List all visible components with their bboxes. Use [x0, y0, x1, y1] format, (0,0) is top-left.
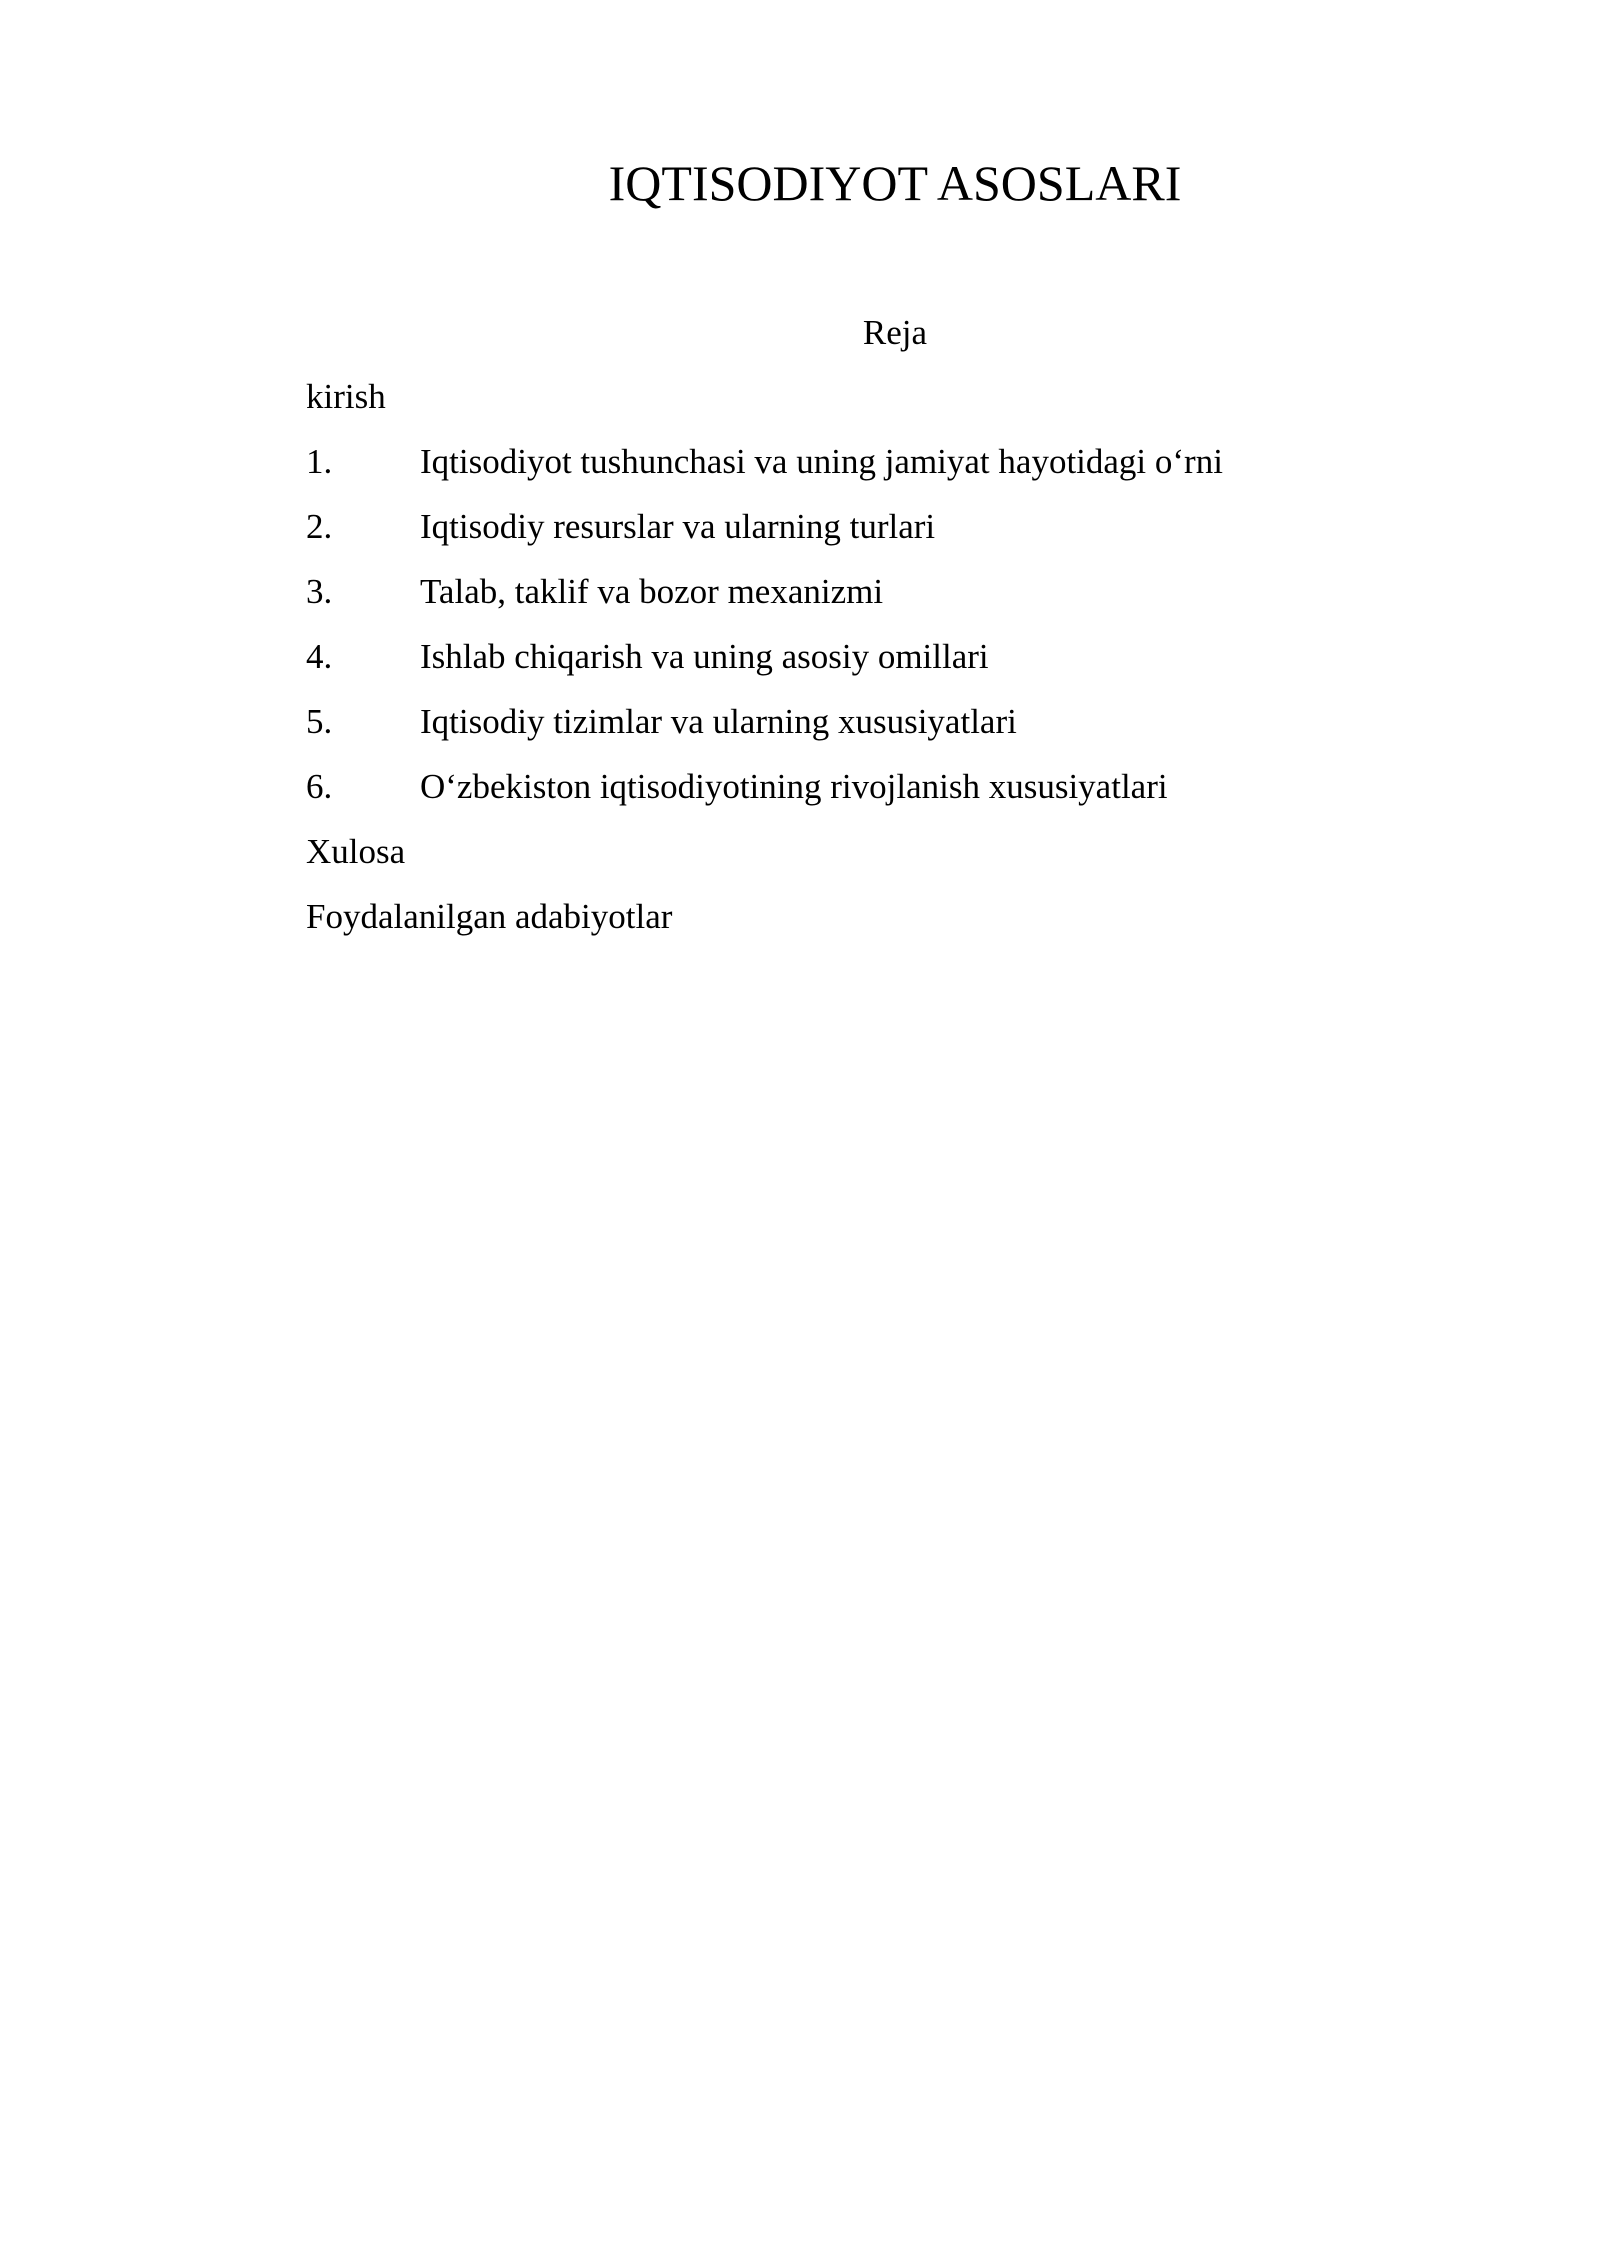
- plan-intro: kirish: [306, 377, 386, 416]
- plan-item-text: Iqtisodiy tizimlar va ularning xususiyatlari: [420, 702, 1017, 741]
- plan-item-text: Ishlab chiqarish va uning asosiy omillari: [420, 637, 989, 676]
- plan-item-text: Iqtisodiy resurslar va ularning turlari: [420, 507, 936, 546]
- plan-item-number: 2.: [306, 507, 333, 546]
- plan-item: [306, 700, 1406, 765]
- plan-item: [306, 570, 1406, 635]
- plan-item: [306, 765, 1406, 830]
- plan-item-number: 1.: [306, 442, 333, 481]
- plan-item-number: 4.: [306, 637, 333, 676]
- plan-conclusion: Xulosa: [306, 832, 406, 871]
- plan-heading: Reja: [862, 313, 928, 352]
- plan-item: [306, 440, 1406, 505]
- plan-item-text: O‘zbekiston iqtisodiyotining rivojlanish xususiyatlari: [420, 767, 1168, 806]
- plan-item-text: Talab, taklif va bozor mexanizmi: [420, 572, 884, 611]
- plan-item-number: 6.: [306, 767, 333, 806]
- plan-list: [306, 375, 1406, 960]
- plan-item-text: Iqtisodiyot tushunchasi va uning jamiyat hayotidagi o‘rni: [420, 442, 1223, 481]
- plan-item-number: 5.: [306, 702, 333, 741]
- document-title: IQTISODIYOT ASOSLARI: [608, 155, 1182, 211]
- plan-item: [306, 505, 1406, 570]
- plan-references: Foydalanilgan adabiyotlar: [306, 897, 673, 936]
- plan-item: [306, 635, 1406, 700]
- plan-item-number: 3.: [306, 572, 333, 611]
